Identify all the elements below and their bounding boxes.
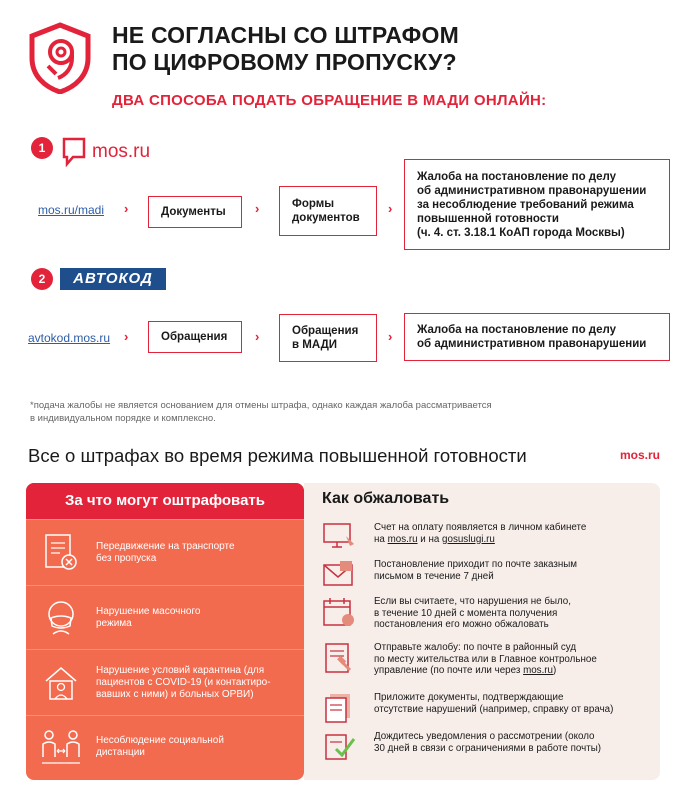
footnote: *подача жалобы не является основанием для отмены штрафа, однако каждая жалоба рассматривается в индивидуальном порядке и комплексно.: [30, 400, 492, 424]
appeal-step: Отправьте жалобу: по почте в районный суд по месту жительства или в Главное контрольное управление (по почте или через mos.ru): [318, 642, 648, 677]
section-brand: mos.ru: [620, 448, 661, 462]
result-complaint-2: Жалоба на постановление по делу об административном правонарушении: [404, 313, 670, 361]
result-complaint-1: Жалоба на постановление по делу об административном правонарушении за несоблюдение требований режима повышенной готовности (ч. 4. ст. 3.18.1 КоАП города Москвы): [404, 159, 670, 250]
fine-item: Нарушение масочного режима: [26, 585, 304, 649]
distance-icon: [40, 727, 82, 767]
arrow-right-icon: ›: [388, 329, 393, 344]
step-requests: Обращения: [148, 321, 242, 353]
arrow-right-icon: ›: [124, 329, 129, 344]
envelope-icon: [322, 559, 356, 589]
check-document-icon: [322, 731, 356, 763]
step-number-2: 2: [31, 268, 53, 290]
arrow-right-icon: ›: [255, 329, 260, 344]
court-document-icon: [322, 642, 356, 674]
step-documents: Документы: [148, 196, 242, 228]
appeal-heading: Как обжаловать: [322, 490, 450, 507]
quarantine-house-icon: [42, 663, 80, 703]
fines-heading: За что могут оштрафовать: [26, 483, 304, 519]
computer-icon: [322, 522, 356, 552]
mos-ru-logo: mos.ru: [62, 134, 150, 170]
fine-item: Нарушение условий карантина (для пациентов с COVID-19 (и контактиро- вавших с ними) и больных ОРВИ): [26, 649, 304, 715]
document-cross-icon: [44, 533, 78, 573]
appeal-step: Приложите документы, подтверждающие отсутствие нарушений (например, справку от врача): [318, 692, 648, 724]
fine-item: Передвижение на транспорте без пропуска: [26, 519, 304, 585]
documents-icon: [322, 692, 356, 724]
step-requests-madi: Обращения в МАДИ: [279, 314, 377, 362]
step-number-1: 1: [31, 137, 53, 159]
fine-item: Несоблюдение социальной дистанции: [26, 715, 304, 777]
avtokod-link[interactable]: avtokod.mos.ru: [28, 331, 111, 345]
section-title: Все о штрафах во время режима повышенной готовности: [28, 445, 527, 466]
page-subtitle: ДВА СПОСОБА ПОДАТЬ ОБРАЩЕНИЕ В МАДИ ОНЛАЙН:: [112, 92, 547, 109]
appeal-step: Если вы считаете, что нарушения не было, в течение 10 дней с момента получения постановления его можно обжаловать: [318, 596, 648, 631]
shield-logo-icon: [28, 22, 92, 94]
arrow-right-icon: ›: [124, 201, 129, 216]
mos-madi-link[interactable]: mos.ru/madi: [38, 203, 105, 217]
speech-bubble-icon: [62, 137, 86, 167]
page-title: НЕ СОГЛАСНЫ СО ШТРАФОМ ПО ЦИФРОВОМУ ПРОПУСКУ?: [112, 22, 459, 75]
appeal-step: Счет на оплату появляется в личном кабинете на mos.ru и на gosuslugi.ru: [318, 522, 648, 554]
step-document-forms: Формы документов: [279, 186, 377, 236]
arrow-right-icon: ›: [388, 201, 393, 216]
arrow-right-icon: ›: [255, 201, 260, 216]
appeal-step: Дождитесь уведомления о рассмотрении (около 30 дней в связи с ограничениями в работе почты): [318, 731, 648, 763]
calendar-icon: [322, 596, 356, 628]
mask-icon: [43, 598, 79, 638]
appeal-step: Постановление приходит по почте заказным письмом в течение 7 дней: [318, 559, 648, 591]
avtokod-logo: АВТОКОД: [60, 268, 166, 290]
